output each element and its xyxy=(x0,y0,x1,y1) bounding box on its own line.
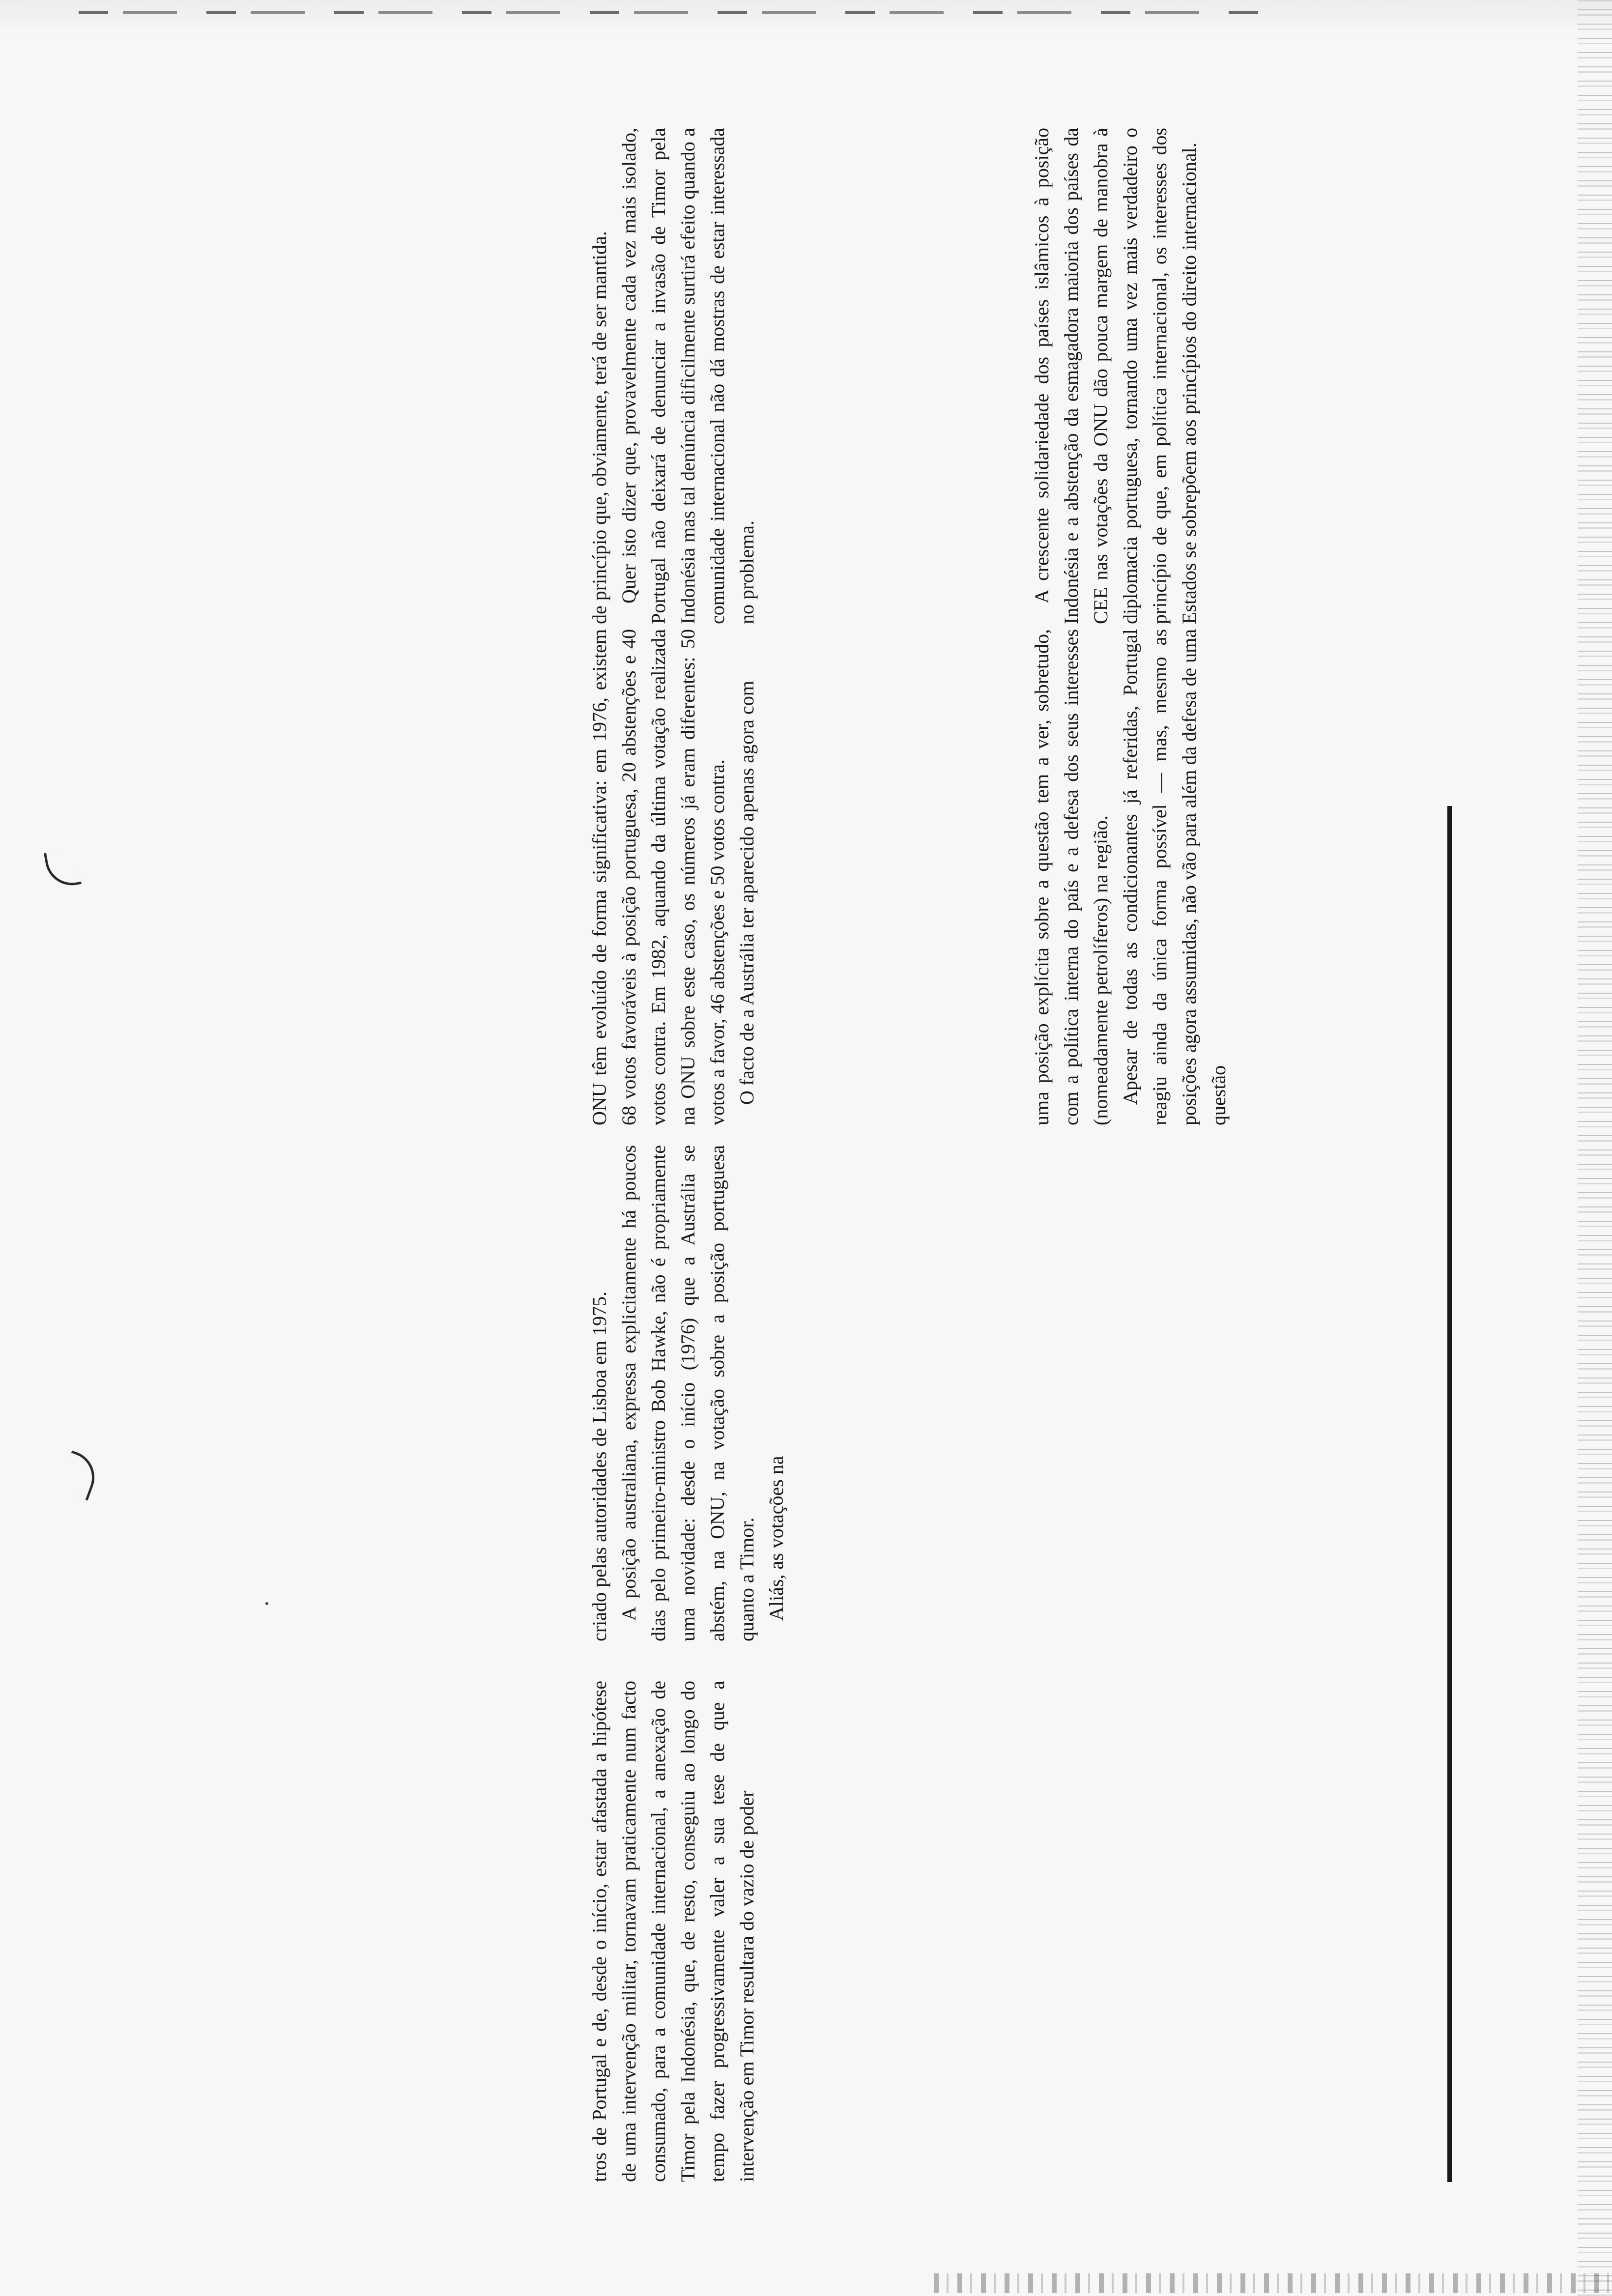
article-column-1 xyxy=(585,1681,762,2182)
scan-top-artifact xyxy=(79,11,1258,14)
paragraph: O facto de a Austrália ter aparecido apenas agora com xyxy=(736,681,758,1105)
paragraph: Apesar de todas as condicionantes já referidas, Portugal reagiu ainda da única forma possível — mas, mesmo as posições agora assumidas, não vão para além da defesa de uma questão xyxy=(1119,629,1230,1125)
scan-top-border xyxy=(0,0,1612,34)
paragraph: Quer isto dizer que, provavelmente cada vez mais isolado, Portugal não deixará de denunciar a invasão de Timor pela Indonésia mas tal denúncia dificilmente surtirá efeito quando a comunidade internacional não dá mostras de estar interessada no problema. xyxy=(618,128,758,624)
paragraph: de princípio que, obviamente, terá de ser mantida. xyxy=(588,231,610,624)
paragraph: A crescente solidariedade dos países islâmicos à posição Indonésia e a abstenção da esmagadora maioria dos países da CEE nas votações da ONU dão pouca margem de manobra à diplomacia portuguesa, tornando uma vez mais verdadeiro o princípio de que, em política internacional, os interesses dos Estados se sobrepõem aos princípios do direito internacional. xyxy=(1031,128,1200,624)
article-columns xyxy=(585,118,1450,2182)
article-column-5 xyxy=(585,128,762,624)
pen-dot xyxy=(265,1602,268,1605)
paragraph: A posição australiana, expressa explicitamente há poucos dias pelo primeiro-ministro Bob Hawke, não é propriamente uma novidade: desde o início (1976) que a Austrália se abstém, na ONU, na votação sobre a posição portuguesa quanto a Timor. xyxy=(618,1145,758,1641)
rotated-article xyxy=(585,118,1450,2182)
paragraph: tros de Portugal e de, desde o início, estar afastada a hipótese de uma intervenção militar, tornavam praticamente num facto consumado, para a comunidade internacional, a anexação de Timor pela Indonésia, que, de resto, conseguiu ao longo do tempo fazer progressivamente valer a sua tese de que a intervenção em Timor resultara do vazio de poder xyxy=(588,1681,758,2182)
paragraph: Aliás, as votações na xyxy=(765,1456,787,1621)
article-column-6 xyxy=(1027,128,1204,624)
paragraph: criado pelas autoridades de Lisboa em 1975. xyxy=(588,1292,610,1641)
pen-mark xyxy=(44,848,82,890)
scan-right-edge xyxy=(1578,0,1612,2296)
article-column-4 xyxy=(1027,629,1234,1125)
article-column-2 xyxy=(585,1145,791,1641)
paragraph: ONU têm evoluído de forma significativa: em 1976, existem 68 votos favoráveis à posição portuguesa, 20 abstenções e 40 votos contra. Em 1982, aquando da última votação realizada na ONU sobre este caso, os números já eram diferentes: 50 votos a favor, 46 abstenções e 50 votos contra. xyxy=(588,629,728,1125)
pen-mark xyxy=(58,1450,102,1500)
article-column-3 xyxy=(585,629,762,1125)
paragraph: uma posição explícita sobre a questão tem a ver, sobretudo, com a política interna do país e a defesa dos seus interesses (nomeadamente petrolíferos) na região. xyxy=(1031,629,1112,1125)
scan-bottom-artifact xyxy=(934,2273,1612,2293)
column-rule xyxy=(1447,806,1452,2182)
